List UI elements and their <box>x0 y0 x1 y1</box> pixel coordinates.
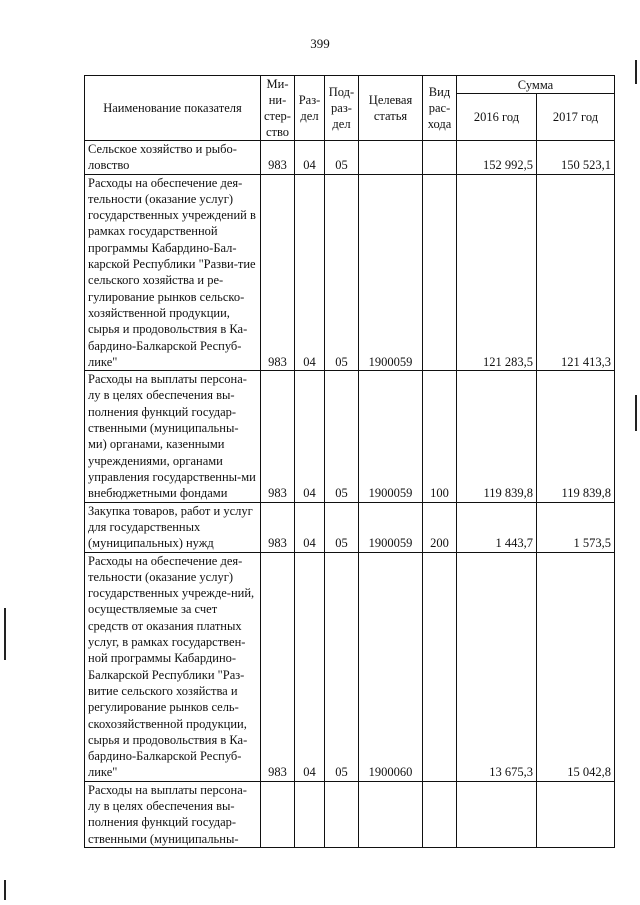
row-expense: 100 <box>423 371 457 502</box>
row-ministry <box>261 781 295 847</box>
header-section: Раз-дел <box>295 76 325 141</box>
row-expense <box>423 141 457 175</box>
header-target: Целевая статья <box>359 76 423 141</box>
row-2017: 150 523,1 <box>537 141 615 175</box>
row-section: 04 <box>295 174 325 371</box>
row-2017: 1 573,5 <box>537 502 615 552</box>
scan-edge-mark <box>635 60 637 84</box>
table-row <box>85 552 615 781</box>
row-target <box>359 141 423 175</box>
row-section <box>295 781 325 847</box>
row-expense <box>423 174 457 371</box>
page-number: 399 <box>310 36 330 51</box>
row-2017 <box>537 781 615 847</box>
row-subsection: 05 <box>325 141 359 175</box>
row-name: Закупка товаров, работ и услуг для государственных (муниципальных) нужд <box>85 502 261 552</box>
header-name: Наименование показателя <box>85 76 261 141</box>
scan-edge-mark <box>4 608 6 660</box>
row-target: 1900060 <box>359 552 423 781</box>
header-2016: 2016 год <box>457 94 537 141</box>
row-name: Расходы на выплаты персона-лу в целях обеспечения вы-полнения функций государ-ственными (муниципальны- <box>85 781 261 847</box>
row-section: 04 <box>295 552 325 781</box>
row-subsection: 05 <box>325 371 359 502</box>
row-expense <box>423 781 457 847</box>
header-expense: Вид рас-хода <box>423 76 457 141</box>
row-name: Сельское хозяйство и рыбо-ловство <box>85 141 261 175</box>
scan-edge-mark <box>4 880 6 900</box>
table-row <box>85 502 615 552</box>
row-ministry: 983 <box>261 141 295 175</box>
row-2016: 1 443,7 <box>457 502 537 552</box>
row-2017: 121 413,3 <box>537 174 615 371</box>
row-expense: 200 <box>423 502 457 552</box>
row-section: 04 <box>295 371 325 502</box>
row-2016: 13 675,3 <box>457 552 537 781</box>
row-2017: 15 042,8 <box>537 552 615 781</box>
row-name: Расходы на выплаты персона-лу в целях обеспечения вы-полнения функций государ-ственными (муниципальны-ми) органами, казенными учреждениями, органами управления государственны-ми внебюджетными фондами <box>85 371 261 502</box>
row-2016: 152 992,5 <box>457 141 537 175</box>
row-2016 <box>457 781 537 847</box>
row-target: 1900059 <box>359 174 423 371</box>
row-subsection: 05 <box>325 174 359 371</box>
table-row <box>85 781 615 847</box>
scan-edge-mark <box>635 395 637 431</box>
row-ministry: 983 <box>261 371 295 502</box>
row-2016: 119 839,8 <box>457 371 537 502</box>
row-name: Расходы на обеспечение дея-тельности (оказание услуг) государственных учреждений в рамках государственной программы Кабардино-Бал-карской Республики "Разви-тие сельского хозяйства и ре-гулирование рынков сельско-хозяйственной продукции, сырья и продовольствия в Ка-бардино-Балкарской Респуб-лике" <box>85 174 261 371</box>
header-2017: 2017 год <box>537 94 615 141</box>
row-section: 04 <box>295 502 325 552</box>
table-row <box>85 141 615 175</box>
header-ministry: Ми-ни-стер-ство <box>261 76 295 141</box>
row-2016: 121 283,5 <box>457 174 537 371</box>
row-subsection <box>325 781 359 847</box>
header-sum: Сумма <box>457 76 615 94</box>
row-ministry: 983 <box>261 552 295 781</box>
budget-table <box>84 75 615 848</box>
row-name: Расходы на обеспечение дея-тельности (оказание услуг) государственных учрежде-ний, осуществляемые за счет средств от оказания платных услуг, в рамках государствен-ной программы Кабардино-Балкарской Республики "Раз-витие сельского хозяйства и регулирование рынков сель-скохозяйственной продукции, сырья и продовольствия в Ка-бардино-Балкарской Респуб-лике" <box>85 552 261 781</box>
row-2017: 119 839,8 <box>537 371 615 502</box>
row-ministry: 983 <box>261 174 295 371</box>
header-subsection: Под-раз-дел <box>325 76 359 141</box>
row-section: 04 <box>295 141 325 175</box>
row-ministry: 983 <box>261 502 295 552</box>
row-expense <box>423 552 457 781</box>
row-subsection: 05 <box>325 502 359 552</box>
row-target: 1900059 <box>359 502 423 552</box>
row-subsection: 05 <box>325 552 359 781</box>
table-row <box>85 371 615 502</box>
table-row <box>85 174 615 371</box>
row-target: 1900059 <box>359 371 423 502</box>
row-target <box>359 781 423 847</box>
